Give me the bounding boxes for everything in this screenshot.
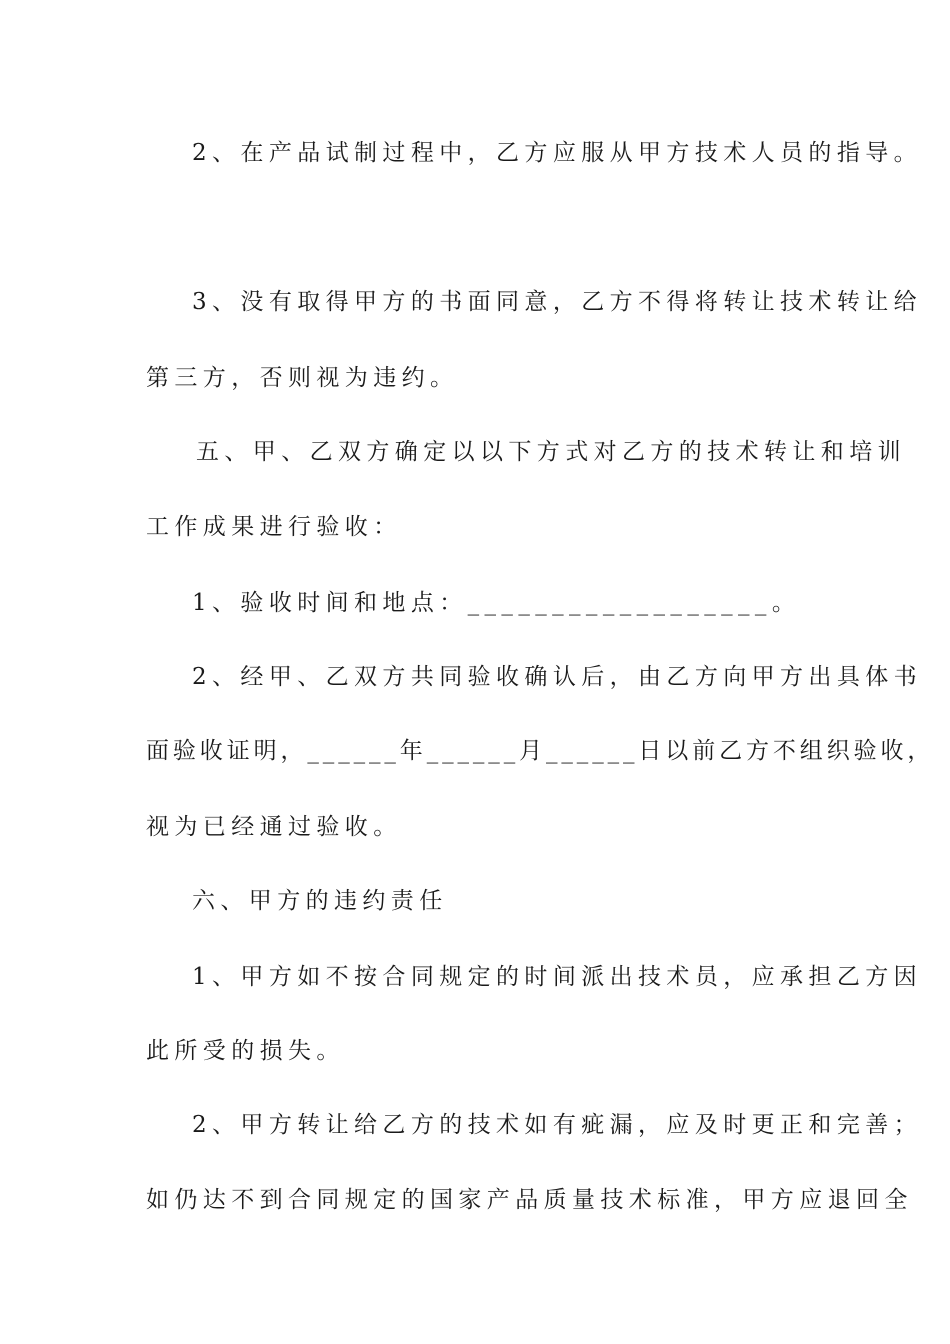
section-5-heading-line-1: 五、甲、乙双方确定以以下方式对乙方的技术转让和培训 (196, 439, 906, 465)
section-5-heading-line-2: 工作成果进行验收： (146, 514, 402, 540)
clause-6-1-line-2: 此所受的损失。 (146, 1038, 345, 1064)
clause-5-2-line-1: 2、经甲、乙双方共同验收确认后，由乙方向甲方出具体书 (192, 664, 923, 690)
clause-5-2-line-2: 面验收证明，______年______月______日以前乙方不组织验收， (146, 738, 935, 764)
clause-6-2-line-1: 2、甲方转让给乙方的技术如有疵漏，应及时更正和完善； (192, 1112, 923, 1138)
clause-5-1: 1、验收时间和地点：__________________。 (192, 590, 801, 616)
clause-6-1-line-1: 1、甲方如不按合同规定的时间派出技术员，应承担乙方因 (192, 964, 923, 990)
clause-4-2: 2、在产品试制过程中，乙方应服从甲方技术人员的指导。 (192, 140, 923, 166)
section-6-heading: 六、甲方的违约责任 (192, 888, 448, 914)
clause-4-3-line-1: 3、没有取得甲方的书面同意，乙方不得将转让技术转让给 (192, 289, 923, 315)
clause-5-2-line-3: 视为已经通过验收。 (146, 814, 402, 840)
clause-6-2-line-2: 如仍达不到合同规定的国家产品质量技术标准，甲方应退回全 (146, 1187, 913, 1213)
clause-4-3-line-2: 第三方，否则视为违约。 (146, 365, 459, 391)
